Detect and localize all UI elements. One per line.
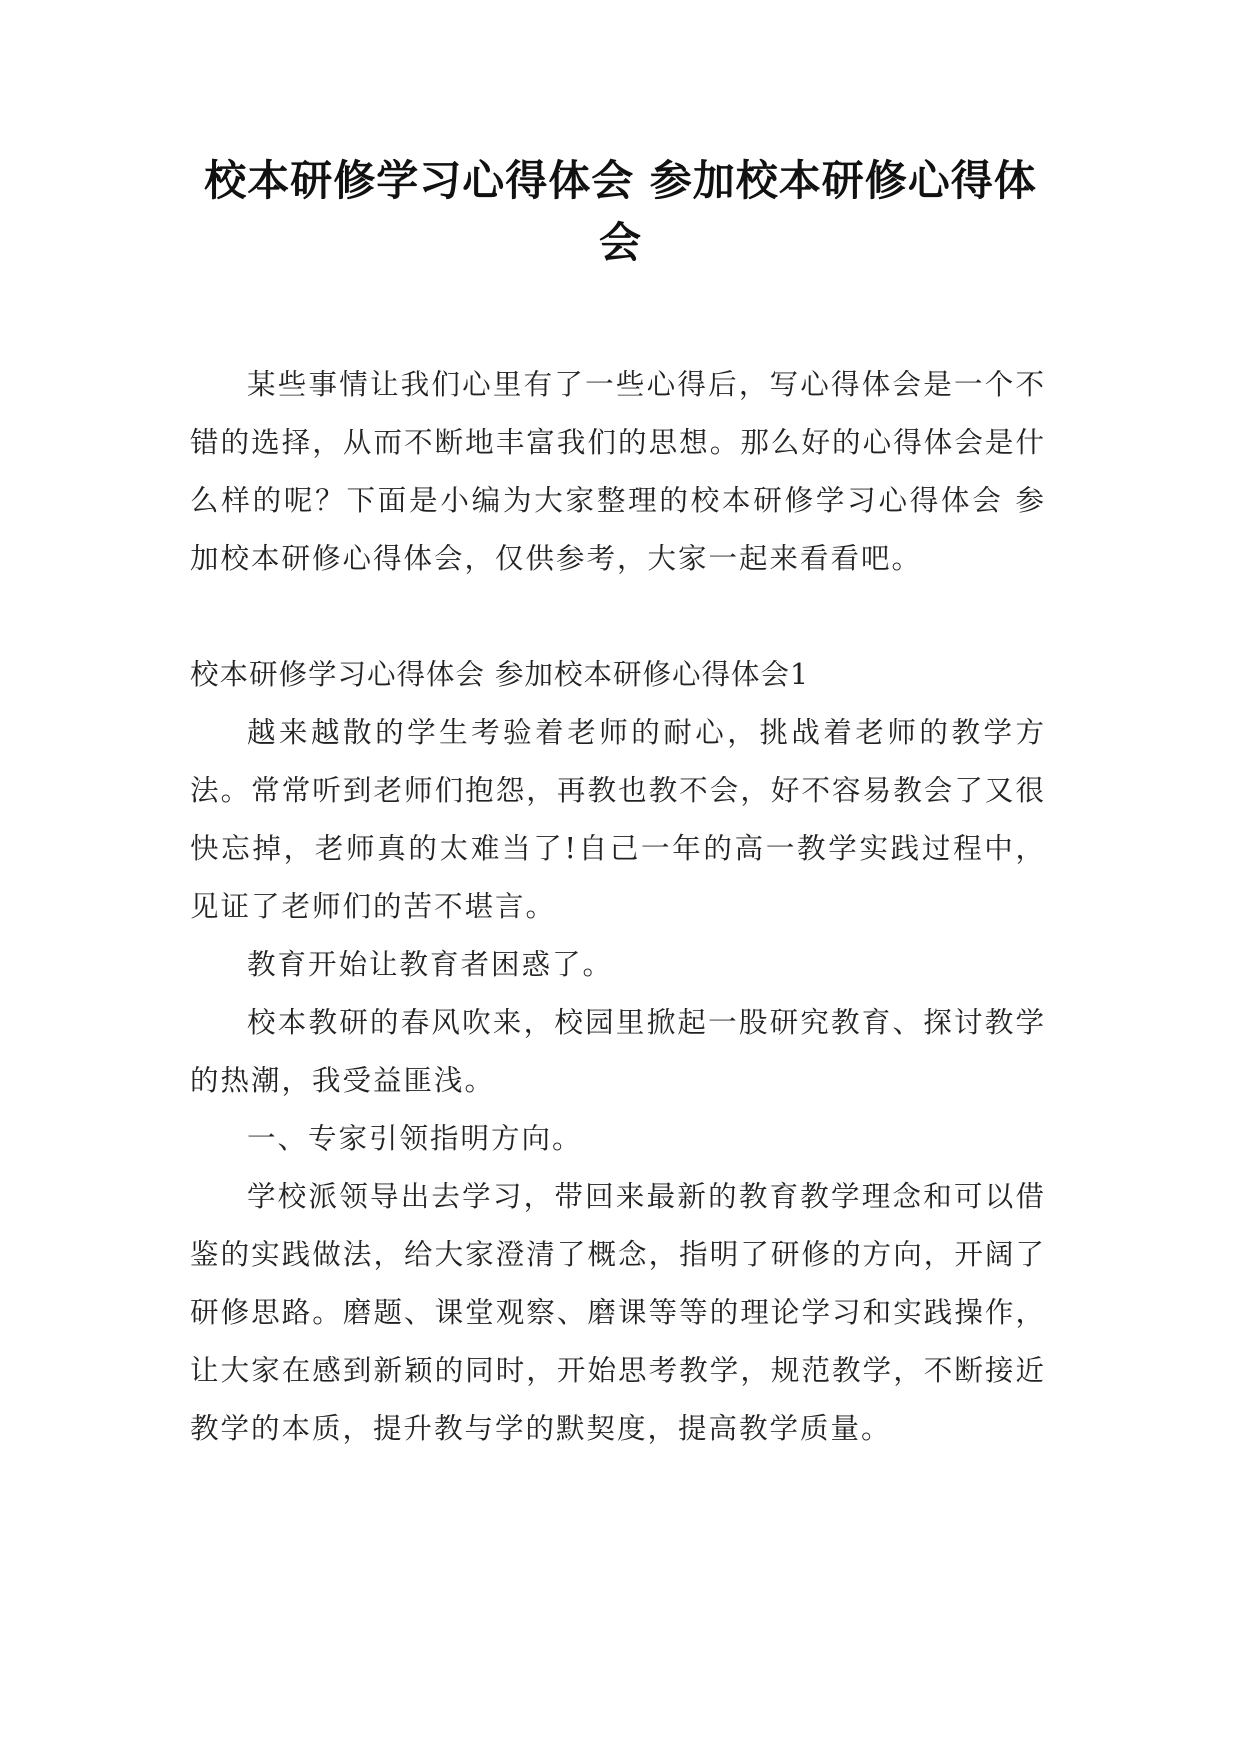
body-paragraph: 越来越散的学生考验着老师的耐心，挑战着老师的教学方法。常常听到老师们抱怨，再教也教不会，好不容易教会了又很快忘掉，老师真的太难当了!自己一年的高一教学实践过程中，见证了老师们的苦不堪言。 <box>190 716 1046 923</box>
body-paragraph: 教育开始让教育者困惑了。 <box>247 948 614 981</box>
document-title: 校本研修学习心得体会 参加校本研修心得体会 <box>204 156 1037 267</box>
document-body <box>190 356 1046 1458</box>
intro-paragraph: 某些事情让我们心里有了一些心得后，写心得体会是一个不错的选择，从而不断地丰富我们的思想。那么好的心得体会是什么样的呢？下面是小编为大家整理的校本研修学习心得体会 参加校本研修心得体会，仅供参考，大家一起来看看吧。 <box>190 368 1046 575</box>
section-heading: 校本研修学习心得体会 参加校本研修心得体会1 <box>190 658 810 691</box>
body-paragraph: 一、专家引领指明方向。 <box>247 1122 583 1155</box>
body-paragraph: 校本教研的春风吹来，校园里掀起一股研究教育、探讨教学的热潮，我受益匪浅。 <box>190 1006 1046 1097</box>
body-paragraph: 学校派领导出去学习，带回来最新的教育教学理念和可以借鉴的实践做法，给大家澄清了概念，指明了研修的方向，开阔了研修思路。磨题、课堂观察、磨课等等的理论学习和实践操作，让大家在感到新颖的同时，开始思考教学，规范教学，不断接近教学的本质，提升教与学的默契度，提高教学质量。 <box>190 1180 1046 1445</box>
